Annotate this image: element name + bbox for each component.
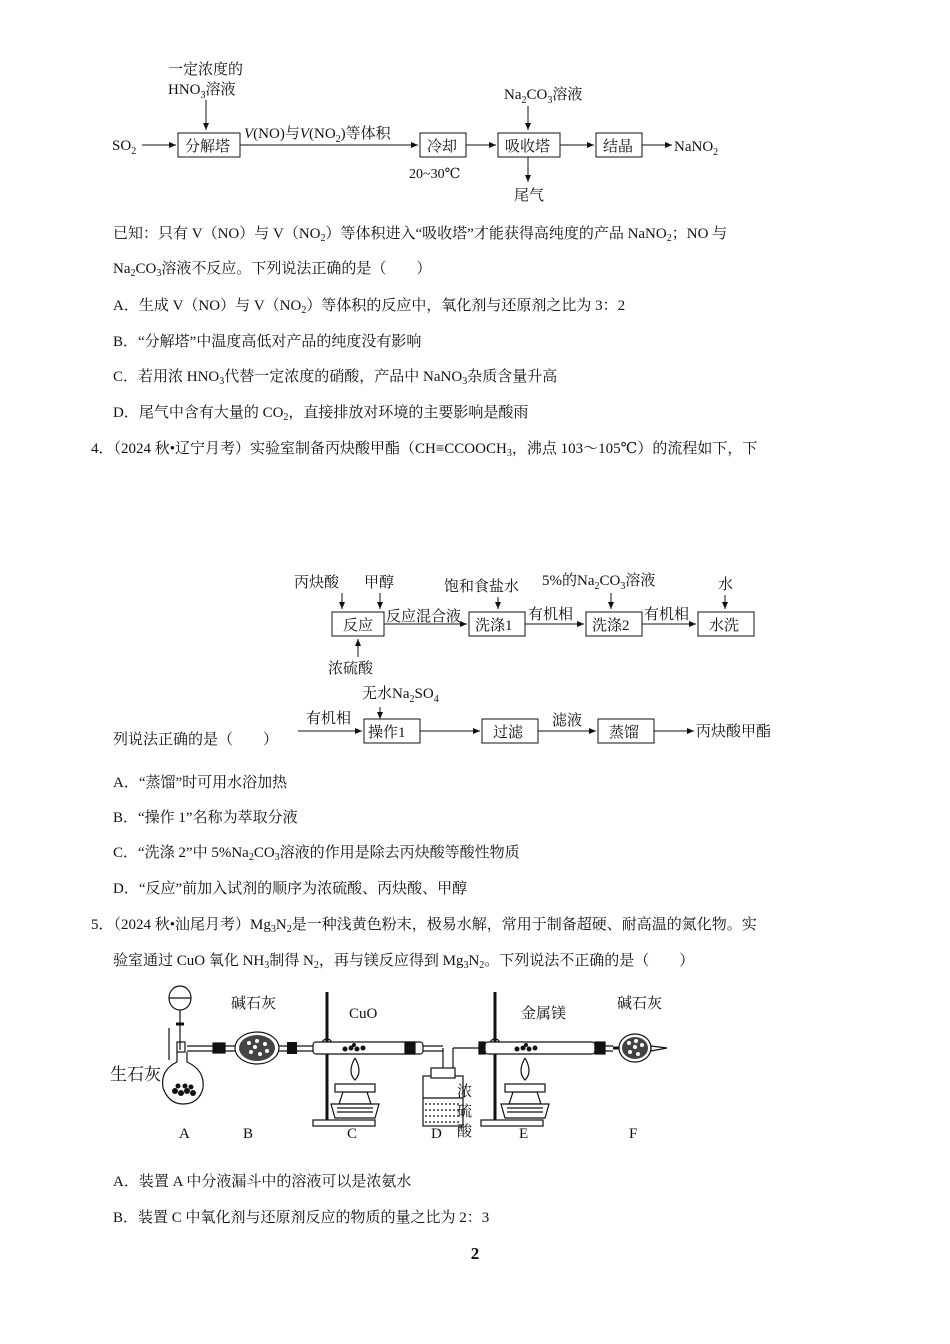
hno3-label-line1: 一定浓度的	[168, 62, 244, 78]
q4-stem-line1: 4．（2024 秋•辽宁月考）实验室制备丙炔酸甲酯（$CH\equiv CCOOCH_3$，沸点 103～105℃）的流程如下，下	[91, 441, 758, 459]
box-absorption-tower-label: 吸收塔	[505, 139, 551, 155]
apparatus-diagram	[105, 980, 685, 1150]
q3-option-c: C．若用浓 $HNO_3$代替一定浓度的硝酸，产品中 NaNO$_3$杂质含量升高	[113, 369, 558, 387]
q3-known-line1: 已知：只有 V（NO）与 $V(NO_2)$等体积进入“吸收塔”才能获得高纯度的产品 NaNO$_2$；NO 与	[113, 226, 728, 244]
flow-diagram-nano2	[100, 52, 840, 212]
flow-diagram-methyl-propiolate	[290, 565, 810, 750]
box-operation1-label: 操作1	[368, 725, 406, 741]
input-water: 水	[718, 577, 734, 593]
q5-option-a: A．装置 A 中分液漏斗中的溶液可以是浓氨水	[113, 1174, 412, 1190]
q3-option-a: A．生成 V（NO）与 $V(NO_2)$等体积的反应中，氧化剂与还原剂之比为 3：2	[113, 298, 626, 316]
arrow-label-equal-volume: V(NO)与$V(NO_2)$等体积	[244, 126, 391, 145]
apparatus-b-drying-tube	[235, 1032, 313, 1064]
label-conc: 浓	[457, 1084, 473, 1100]
input-propiolic-acid: 丙炔酸	[294, 575, 340, 591]
temperature-label: 20~30℃	[409, 167, 461, 182]
q3-option-d: D．尾气中含有大量的 $CO_2$，直接排放对环境的主要影响是酸雨	[113, 405, 529, 423]
product-methyl-propiolate: 丙炔酸甲酯	[696, 724, 772, 740]
label-organic-phase-3: 有机相	[306, 711, 352, 727]
box-filtration-label: 过滤	[493, 725, 524, 741]
label-f: F	[629, 1126, 638, 1142]
hno3-label-line2: $HNO_3$溶液	[168, 82, 236, 101]
label-quicklime: 生石灰	[110, 1065, 161, 1084]
label-a: A	[179, 1126, 190, 1142]
label-cuo: CuO	[349, 1006, 378, 1022]
label-soda-lime-1: 碱石灰	[231, 996, 277, 1012]
box-distillation-label: 蒸馏	[609, 725, 640, 741]
burner-e-icon	[501, 1058, 549, 1118]
q5-stem-line2: 验室通过 CuO 氧化 $NH_3$制得 $N_2$，再与镁反应得到 $Mg_3N_2$。下列说法不正确的是（ ）	[113, 953, 695, 971]
q5-stem-line1: 5．（2024 秋•汕尾月考）$Mg_3N_2$是一种浅黄色粉末，极易水解，常用于制备超硬、耐高温的氮化物。实	[91, 917, 757, 935]
q3-known-line2: $Na_2CO_3$溶液不反应。下列说法正确的是（ ）	[113, 261, 432, 279]
label-c: C	[347, 1126, 358, 1142]
q4-option-a: A．“蒸馏”时可用水浴加热	[113, 775, 288, 791]
label-acid: 酸	[457, 1124, 473, 1140]
product-nano2: NaNO$_2$	[674, 139, 719, 158]
tail-gas-label: 尾气	[514, 188, 545, 204]
label-filtrate: 滤液	[552, 713, 583, 729]
apparatus-a-flask	[163, 986, 213, 1104]
quicklime-granules	[172, 1084, 196, 1097]
label-e: E	[519, 1126, 529, 1142]
label-soda-lime-2: 碱石灰	[617, 996, 663, 1012]
q4-option-c: C．“洗涤 2”中 $5\%Na_2CO_3$溶液的作用是除去丙炔酸等酸性物质	[113, 845, 520, 863]
box-decomposition-tower-label: 分解塔	[185, 139, 231, 155]
input-conc-sulfuric-acid: 浓硫酸	[328, 661, 374, 677]
label-organic-phase-1: 有机相	[528, 607, 574, 623]
page-number: 2	[470, 1244, 480, 1263]
q3-option-b: B．“分解塔”中温度高低对产品的纯度没有影响	[113, 334, 422, 350]
apparatus-f-drying-tube	[613, 1034, 667, 1062]
label-sulfur: 硫	[457, 1104, 473, 1120]
box-cooling-label: 冷却	[427, 139, 458, 155]
q4-stem-line2: 列说法正确的是（ ）	[113, 732, 279, 748]
label-b: B	[243, 1126, 254, 1142]
box-wash2-label: 洗涤2	[592, 618, 630, 634]
input-na2co3-5pct: 5%的$Na_2CO_3$溶液	[542, 573, 656, 592]
so2-label: $SO_2$	[112, 138, 137, 157]
label-d: D	[431, 1126, 442, 1142]
input-brine: 饱和食盐水	[444, 579, 520, 595]
na2co3-solution-label: $Na_2CO_3$溶液	[504, 87, 583, 106]
box-water-wash-label: 水洗	[709, 618, 740, 634]
q4-option-d: D．“反应”前加入试剂的顺序为浓硫酸、丙炔酸、甲醇	[113, 881, 468, 897]
label-organic-phase-2: 有机相	[644, 607, 690, 623]
box-wash1-label: 洗涤1	[475, 618, 513, 634]
label-magnesium: 金属镁	[521, 1006, 567, 1022]
input-methanol: 甲醇	[364, 575, 395, 591]
q5-option-b: B．装置 C 中氧化剂与还原剂反应的物质的量之比为 2：3	[113, 1210, 490, 1226]
burner-c-icon	[331, 1058, 379, 1118]
q4-option-b: B．“操作 1”名称为萃取分液	[113, 810, 298, 826]
box-reaction-label: 反应	[343, 618, 374, 634]
label-reaction-mixture: 反应混合液	[386, 609, 462, 625]
box-crystallization-label: 结晶	[603, 139, 634, 155]
input-anhydrous-na2so4: 无水$Na_2SO_4$	[362, 686, 439, 705]
